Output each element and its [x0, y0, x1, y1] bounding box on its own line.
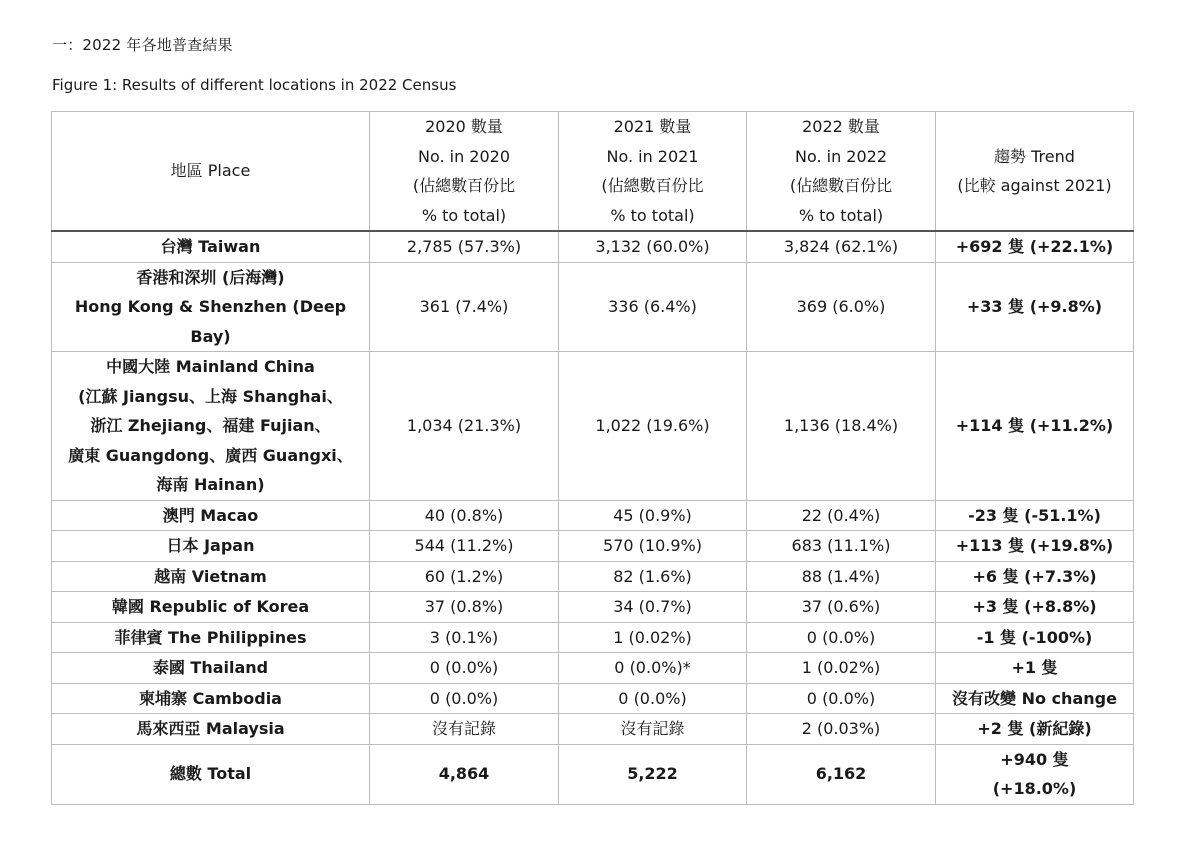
count-2022-cell: 37 (0.6%)	[747, 592, 936, 623]
place-cell	[52, 683, 370, 714]
trend-cell	[936, 592, 1134, 623]
count-2022-cell: 3,824 (62.1%)	[747, 231, 936, 262]
total-trend-line: (+18.0%)	[992, 779, 1077, 798]
header-trend-line: (比較 against 2021)	[957, 176, 1112, 195]
trend-cell	[936, 262, 1134, 352]
place-line: 台灣 Taiwan	[160, 237, 261, 256]
count-2021-cell: 沒有記錄	[559, 714, 747, 745]
place-line: 韓國 Republic of Korea	[111, 597, 310, 616]
trend-cell	[936, 561, 1134, 592]
place-cell	[52, 653, 370, 684]
count-2021-cell: 0 (0.0%)	[559, 683, 747, 714]
header-2022-line: 2022 數量	[802, 117, 880, 136]
place-cell	[52, 714, 370, 745]
place-line: Hong Kong & Shenzhen (Deep Bay)	[74, 297, 347, 346]
trend-cell	[936, 531, 1134, 562]
count-2021-cell: 45 (0.9%)	[559, 500, 747, 531]
place-line: (江蘇 Jiangsu、上海 Shanghai、	[78, 386, 343, 406]
count-2022-cell: 683 (11.1%)	[747, 531, 936, 562]
place-cell	[52, 231, 370, 262]
header-2020	[370, 112, 559, 232]
count-2021-cell: 3,132 (60.0%)	[559, 231, 747, 262]
place-line: 香港和深圳 (后海灣)	[136, 267, 285, 287]
count-2020-cell: 3 (0.1%)	[370, 622, 559, 653]
total-row	[52, 744, 1134, 804]
trend-line: +692 隻 (+22.1%)	[955, 237, 1114, 256]
place-line: 馬來西亞 Malaysia	[136, 719, 285, 738]
trend-line: -1 隻 (-100%)	[976, 627, 1093, 647]
header-2021	[559, 112, 747, 232]
total-trend-line: +940 隻	[1000, 749, 1069, 769]
place-line: 中國大陸 Mainland China	[106, 357, 315, 376]
place-cell	[52, 352, 370, 501]
count-2020-cell: 0 (0.0%)	[370, 653, 559, 684]
trend-line: +6 隻 (+7.3%)	[972, 566, 1097, 586]
census-results-table	[51, 111, 1134, 805]
place-cell	[52, 500, 370, 531]
place-line: 泰國 Thailand	[152, 658, 269, 677]
place-cell	[52, 262, 370, 352]
total-2021-cell: 5,222	[559, 744, 747, 804]
section-heading: 一：2022 年各地普查結果	[52, 36, 233, 54]
count-2020-cell: 沒有記錄	[370, 714, 559, 745]
table-row	[52, 231, 1134, 262]
table-row	[52, 683, 1134, 714]
header-2021-line: No. in 2021	[606, 146, 699, 166]
place-cell	[52, 622, 370, 653]
place-cell	[52, 592, 370, 623]
trend-cell	[936, 683, 1134, 714]
trend-line: +2 隻 (新紀錄)	[977, 719, 1092, 738]
place-line: 菲律賓 The Philippines	[114, 627, 307, 647]
trend-cell	[936, 500, 1134, 531]
count-2020-cell: 0 (0.0%)	[370, 683, 559, 714]
count-2021-cell: 1,022 (19.6%)	[559, 352, 747, 501]
count-2022-cell: 88 (1.4%)	[747, 561, 936, 592]
count-2022-cell: 2 (0.03%)	[747, 714, 936, 745]
trend-cell	[936, 714, 1134, 745]
total-2020-cell: 4,864	[370, 744, 559, 804]
count-2022-cell: 369 (6.0%)	[747, 262, 936, 352]
place-cell	[52, 531, 370, 562]
count-2020-cell: 361 (7.4%)	[370, 262, 559, 352]
trend-line: +114 隻 (+11.2%)	[955, 416, 1114, 435]
total-2022-cell: 6,162	[747, 744, 936, 804]
table-row	[52, 592, 1134, 623]
trend-line: +1 隻	[1011, 658, 1058, 677]
count-2021-cell: 570 (10.9%)	[559, 531, 747, 562]
header-trend-line: 趨勢 Trend	[994, 146, 1075, 166]
count-2022-cell: 22 (0.4%)	[747, 500, 936, 531]
place-cell	[52, 561, 370, 592]
count-2020-cell: 37 (0.8%)	[370, 592, 559, 623]
count-2022-cell: 1,136 (18.4%)	[747, 352, 936, 501]
table-row	[52, 262, 1134, 352]
place-line: 澳門 Macao	[162, 505, 259, 525]
table-row	[52, 500, 1134, 531]
header-2022-line: (佔總數百份比	[789, 176, 893, 195]
table-row	[52, 352, 1134, 501]
table-body	[52, 231, 1134, 804]
table-row	[52, 714, 1134, 745]
header-2021-line: 2021 數量	[613, 117, 692, 136]
table-row	[52, 561, 1134, 592]
count-2021-cell: 336 (6.4%)	[559, 262, 747, 352]
total-trend-cell	[936, 744, 1134, 804]
table-row	[52, 653, 1134, 684]
place-line: 浙江 Zhejiang、福建 Fujian、	[90, 416, 331, 435]
header-2020-line: No. in 2020	[417, 146, 511, 166]
count-2020-cell: 60 (1.2%)	[370, 561, 559, 592]
trend-cell	[936, 622, 1134, 653]
trend-line: +33 隻 (+9.8%)	[966, 297, 1103, 316]
count-2020-cell: 1,034 (21.3%)	[370, 352, 559, 501]
count-2021-cell: 82 (1.6%)	[559, 561, 747, 592]
count-2020-cell: 40 (0.8%)	[370, 500, 559, 531]
count-2022-cell: 0 (0.0%)	[747, 622, 936, 653]
count-2022-cell: 1 (0.02%)	[747, 653, 936, 684]
header-2022-line: No. in 2022	[794, 146, 888, 166]
place-line: 廣東 Guangdong、廣西 Guangxi、	[68, 445, 353, 465]
trend-line: +3 隻 (+8.8%)	[972, 597, 1097, 616]
header-trend	[936, 112, 1134, 232]
trend-line: -23 隻 (-51.1%)	[968, 505, 1101, 525]
count-2021-cell: 34 (0.7%)	[559, 592, 747, 623]
trend-cell	[936, 352, 1134, 501]
count-2020-cell: 544 (11.2%)	[370, 531, 559, 562]
total-label: 總數 Total	[52, 744, 370, 804]
count-2020-cell: 2,785 (57.3%)	[370, 231, 559, 262]
place-line: 越南 Vietnam	[154, 566, 267, 586]
trend-cell	[936, 231, 1134, 262]
header-2020-line: % to total)	[421, 205, 507, 225]
header-2020-line: 2020 數量	[425, 117, 503, 136]
place-line: 日本 Japan	[166, 536, 255, 555]
figure-caption: Figure 1: Results of different locations in 2022 Census	[52, 76, 457, 94]
place-line: 柬埔寨 Cambodia	[139, 688, 282, 708]
trend-line: 沒有改變 No change	[952, 688, 1117, 708]
count-2021-cell: 1 (0.02%)	[559, 622, 747, 653]
table-row	[52, 622, 1134, 653]
count-2021-cell: 0 (0.0%)*	[559, 653, 747, 684]
header-place	[52, 112, 370, 232]
header-2021-line: (佔總數百份比	[601, 176, 704, 195]
trend-cell	[936, 653, 1134, 684]
place-line: 海南 Hainan)	[156, 475, 265, 494]
header-place-line: 地區 Place	[170, 161, 251, 181]
header-row	[52, 112, 1134, 232]
header-2020-line: (佔總數百份比	[412, 176, 516, 195]
count-2022-cell: 0 (0.0%)	[747, 683, 936, 714]
header-2022	[747, 112, 936, 232]
header-2021-line: % to total)	[610, 205, 695, 225]
table-row	[52, 531, 1134, 562]
header-2022-line: % to total)	[798, 205, 884, 225]
trend-line: +113 隻 (+19.8%)	[955, 536, 1114, 555]
